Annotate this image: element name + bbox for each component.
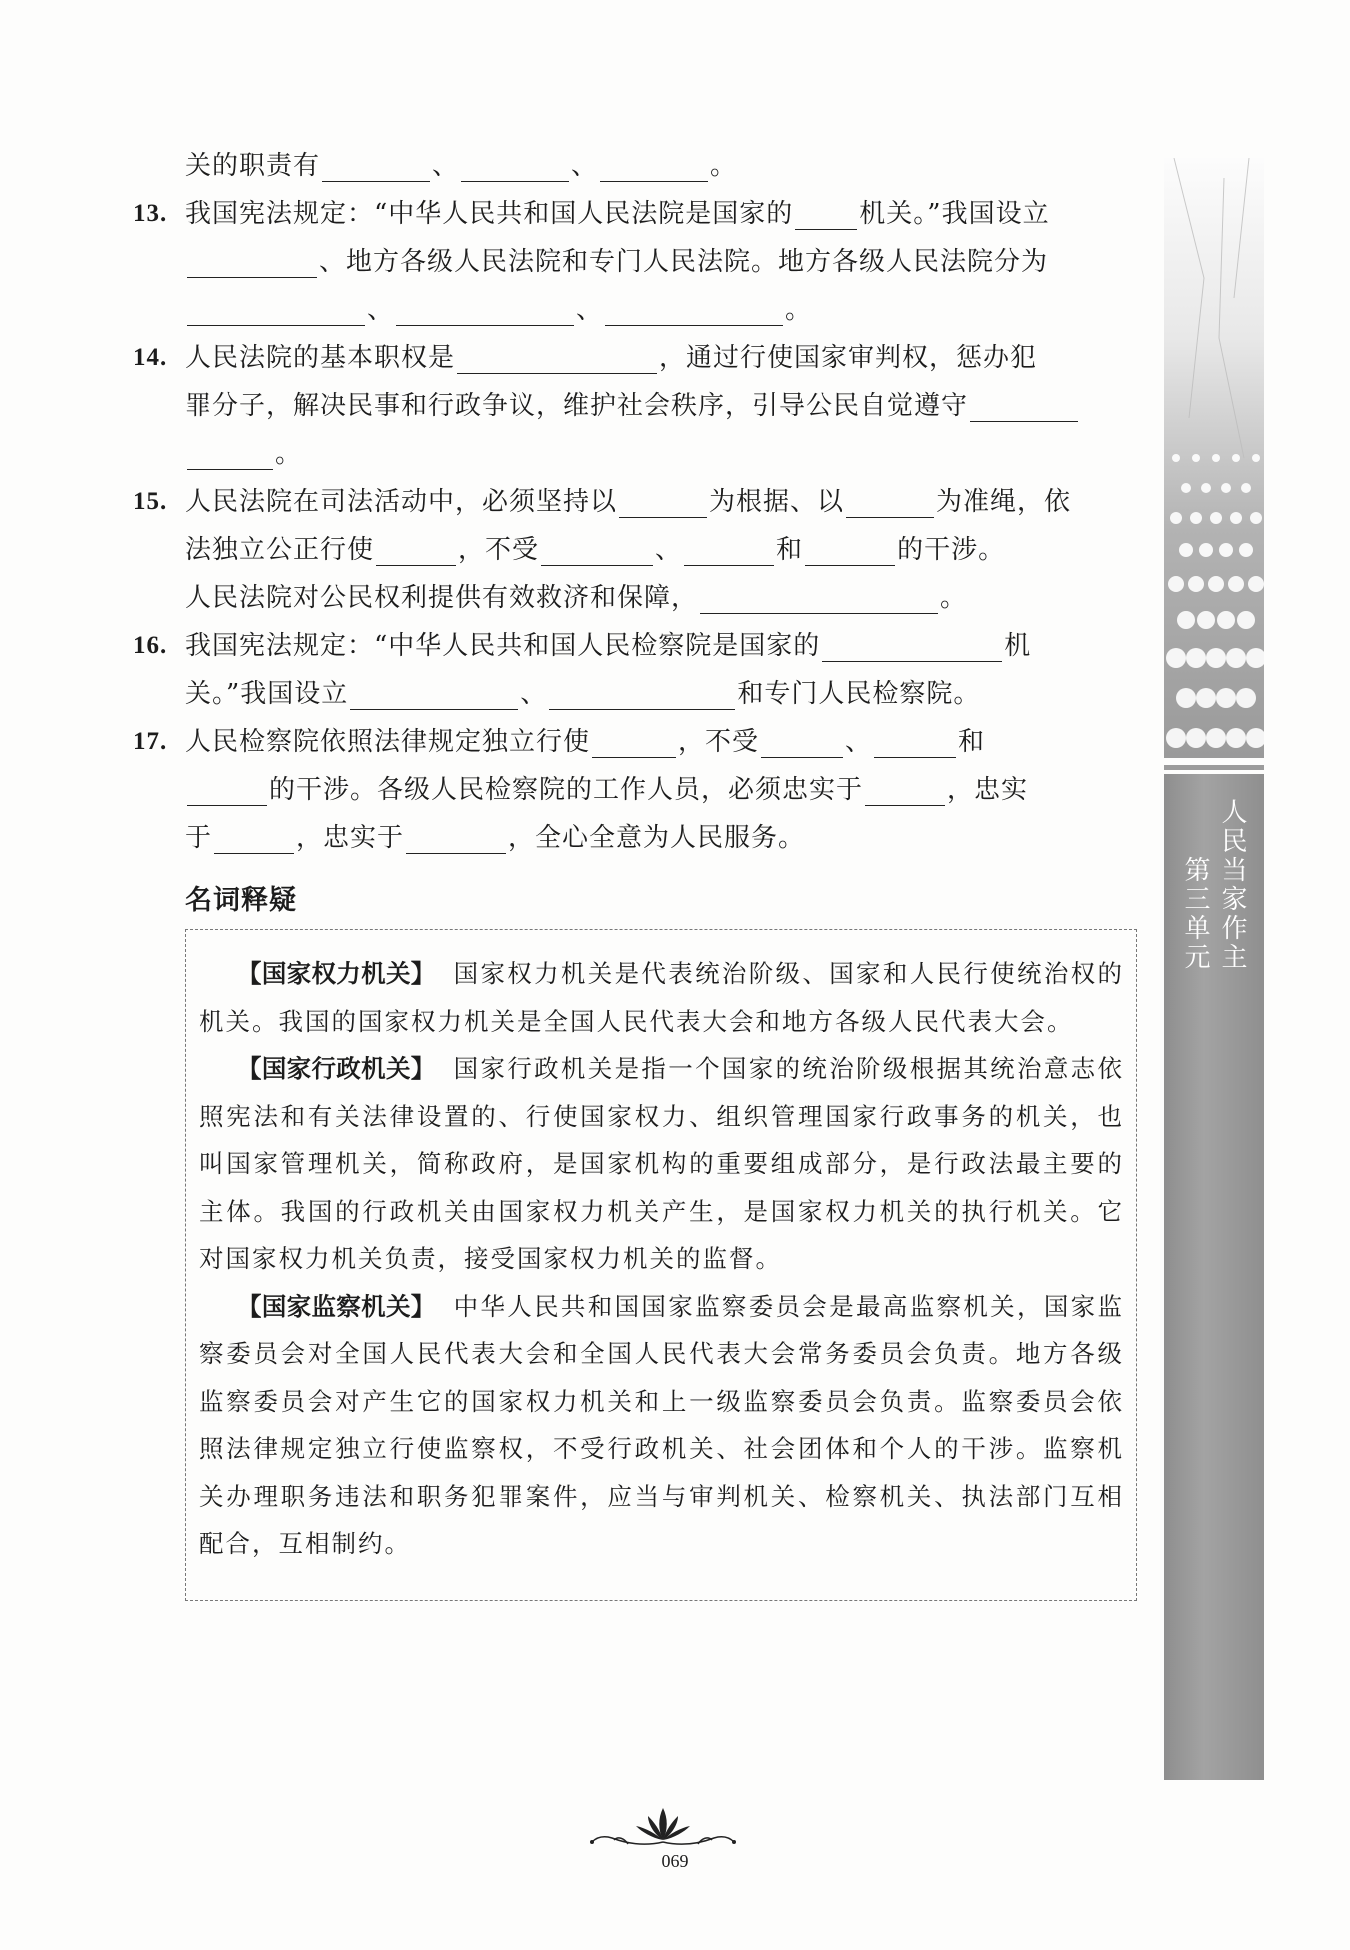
question-17: 17. 人民检察院依照法律规定独立行使 ，不受 、 和 xyxy=(185,718,1143,766)
answer-blank[interactable] xyxy=(406,821,506,854)
question-number: 17. xyxy=(133,728,168,755)
question-15: 15. 人民法院在司法活动中，必须坚持以 为根据、以 为准绳，依 xyxy=(185,478,1143,526)
unit-sidebar xyxy=(1164,158,1264,1780)
answer-blank[interactable] xyxy=(350,677,518,710)
answer-blank[interactable] xyxy=(761,725,843,758)
answer-blank[interactable] xyxy=(805,533,895,566)
answer-blank[interactable] xyxy=(187,293,365,326)
question-number: 16. xyxy=(133,632,168,659)
answer-blank[interactable] xyxy=(822,629,1002,662)
glossary-entry: 【国家监察机关】 中华人民共和国国家监察委员会是最高监察机关，国家监察委员会对全国人民代表大会和全国人民代表大会常务委员会负责。地方各级监察委员会对产生它的国家权力机关和上一级监察委员会负责。监察委员会依照法律规定独立行使监察权，不受行政机关、社会团体和个人的干涉。监察机关办理职务违法和职务犯罪案件，应当与审判机关、检察机关、执法部门互相配合，互相制约。 xyxy=(199,1291,1124,1558)
answer-blank[interactable] xyxy=(549,677,735,710)
question-16: 16. 我国宪法规定：“中华人民共和国人民检察院是国家的 机 xyxy=(185,622,1143,670)
glossary-term: 【国家权力机关】 xyxy=(237,959,436,988)
answer-blank[interactable] xyxy=(322,149,430,182)
answer-blank[interactable] xyxy=(457,341,657,374)
unit-label xyxy=(1164,798,1264,979)
question-number: 15. xyxy=(133,488,168,515)
answer-blank[interactable] xyxy=(684,533,774,566)
glossary-term: 【国家监察机关】 xyxy=(237,1291,436,1321)
answer-blank[interactable] xyxy=(795,197,857,230)
answer-blank[interactable] xyxy=(187,773,267,806)
glossary-title: 名词释疑 xyxy=(185,885,297,916)
exercise-questions: 关的职责有 、 、 。 13. 我国宪法规定：“中华人民共和国人民法院是国家的 机关。”我国设立 、地方各级人民法院和专门人民法院。地方各级人民法院分为 、 、 。 14. 人民法院的基本职权是 ，通过行使国家审判权，惩办犯 罪分子，解决民事和行政争议，维护社会秩序，引导公民自觉遵守 。 15. 人民法院在司法活动中，必须坚持以 为根据、以 为准绳，依 法独立公正行使 ，不受 、 和 的干涉。 人民法院对公民权利提供有效救济和保障， 。 16. 我国宪法规定：“中华人民共和国人民检察院是国家的 机 关。”我国设立 、 和专门人民检察院。 17. 人民检察院依照法律规定独立行使 ，不受 、 和 的干涉。各级人民检察院的工作人员，必须忠实于 ，忠实 于 ，忠实于 ，全心全意为人民服务。 xyxy=(185,142,1143,862)
answer-blank[interactable] xyxy=(187,437,273,470)
glossary-entry: 【国家权力机关】 国家权力机关是代表统治阶级、国家和人民行使统治权的机关。我国的国家权力机关是全国人民代表大会和地方各级人民代表大会。 xyxy=(199,959,1124,1036)
answer-blank[interactable] xyxy=(461,149,569,182)
answer-blank[interactable] xyxy=(700,581,938,614)
answer-blank[interactable] xyxy=(187,245,317,278)
unit-number: 第三单元 xyxy=(1180,856,1210,972)
answer-blank[interactable] xyxy=(376,533,456,566)
sidebar-divider xyxy=(1164,765,1264,770)
answer-blank[interactable] xyxy=(396,293,574,326)
answer-blank[interactable] xyxy=(592,725,676,758)
question-number: 14. xyxy=(133,344,168,371)
glossary-entry: 【国家行政机关】 国家行政机关是指一个国家的统治阶级根据其统治意志依照宪法和有关法律设置的、行使国家权力、组织管理国家行政事务的机关，也叫国家管理机关，简称政府，是国家机构的重要组成部分，是行政法最主要的主体。我国的行政机关由国家权力机关产生，是国家权力机关的执行机关。它对国家权力机关负责，接受国家权力机关的监督。 xyxy=(199,1054,1124,1273)
answer-blank[interactable] xyxy=(874,725,956,758)
question-13: 13. 我国宪法规定：“中华人民共和国人民法院是国家的 机关。”我国设立 xyxy=(185,190,1143,238)
answer-blank[interactable] xyxy=(541,533,653,566)
question-12-tail: 关的职责有 、 、 。 xyxy=(185,151,738,181)
answer-blank[interactable] xyxy=(214,821,294,854)
answer-blank[interactable] xyxy=(605,293,783,326)
floral-ornament-icon xyxy=(588,1804,738,1854)
answer-blank[interactable] xyxy=(600,149,708,182)
glossary-term: 【国家行政机关】 xyxy=(237,1054,436,1083)
halftone-pattern xyxy=(1164,158,1264,758)
question-number: 13. xyxy=(133,200,168,227)
unit-title: 人民当家作主 xyxy=(1217,798,1247,972)
answer-blank[interactable] xyxy=(846,485,934,518)
answer-blank[interactable] xyxy=(619,485,707,518)
answer-blank[interactable] xyxy=(865,773,945,806)
answer-blank[interactable] xyxy=(970,389,1078,422)
page-number: 069 xyxy=(661,1851,689,1871)
question-14: 14. 人民法院的基本职权是 ，通过行使国家审判权，惩办犯 xyxy=(185,334,1143,382)
glossary-box xyxy=(185,929,1137,1601)
